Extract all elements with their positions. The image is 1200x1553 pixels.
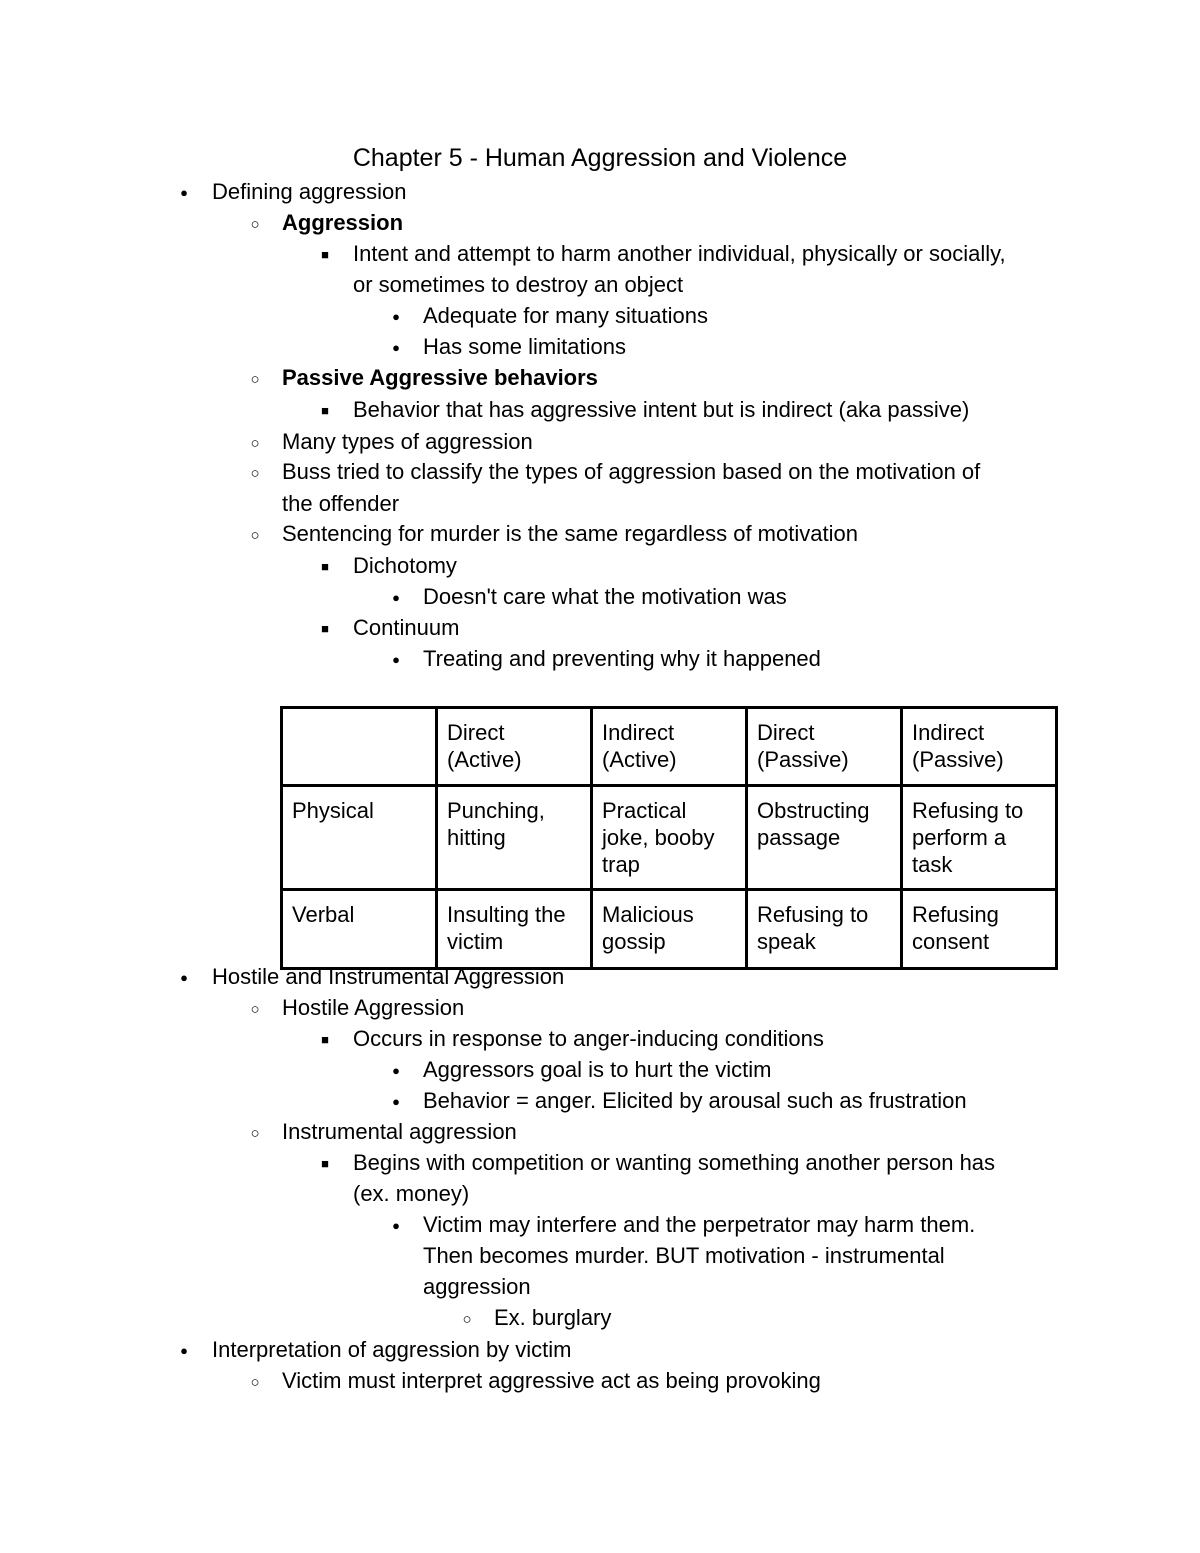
- table-header-cell: Direct (Passive): [747, 708, 902, 786]
- hostile-definition: Occurs in response to anger-inducing conditions: [353, 1026, 824, 1051]
- bullet-level2: [247, 1365, 263, 1399]
- bullet-level2: [247, 1116, 263, 1150]
- bullet-level1: [176, 1334, 192, 1368]
- hostile-aggression: Hostile Aggression: [282, 995, 465, 1020]
- bullet-level3: [317, 1147, 333, 1181]
- bullet-level4: [388, 581, 404, 615]
- bullet-level4: [388, 1054, 404, 1088]
- hostile-goal: Aggressors goal is to hurt the victim: [423, 1057, 772, 1082]
- instrumental-aggression: Instrumental aggression: [282, 1119, 517, 1144]
- many-types: Many types of aggression: [282, 429, 533, 454]
- bullet-level2: [247, 456, 263, 490]
- bullet-level4: [388, 1085, 404, 1119]
- aggression-definition-line1: Intent and attempt to harm another individual, physically or socially,: [353, 241, 1006, 266]
- bullet-level4: [388, 1209, 404, 1243]
- section-hostile-instrumental: Hostile and Instrumental Aggression: [212, 964, 565, 989]
- victim-line1: Victim may interfere and the perpetrator may harm them.: [423, 1212, 976, 1237]
- bullet-level3: [317, 238, 333, 272]
- bullet-level1: [176, 961, 192, 995]
- table-cell: Practical joke, booby trap: [592, 786, 747, 890]
- table-header-cell: Direct (Active): [437, 708, 592, 786]
- buss-line2: the offender: [282, 491, 400, 516]
- bullet-level3: [317, 394, 333, 428]
- table-row-label: Verbal: [282, 890, 437, 969]
- hostile-behavior: Behavior = anger. Elicited by arousal such as frustration: [423, 1088, 967, 1113]
- table-cell: Obstructing passage: [747, 786, 902, 890]
- victim-line3: aggression: [423, 1274, 531, 1299]
- table-row: [282, 786, 1057, 890]
- bullet-level3: [317, 1023, 333, 1057]
- instrumental-definition-line2: (ex. money): [353, 1181, 470, 1206]
- victim-line2: Then becomes murder. BUT motivation - instrumental: [423, 1243, 945, 1268]
- aggression-definition-line2: or sometimes to destroy an object: [353, 272, 684, 297]
- aggression-types-table: [280, 706, 1058, 970]
- table-cell: Refusing to perform a task: [902, 786, 1057, 890]
- table-cell: Insulting the victim: [437, 890, 592, 969]
- bullet-level3: [317, 550, 333, 584]
- table-cell: Malicious gossip: [592, 890, 747, 969]
- bullet-level4: [388, 331, 404, 365]
- term-passive-aggressive: Passive Aggressive behaviors: [282, 365, 598, 390]
- page-title: Chapter 5 - Human Aggression and Violence: [352, 144, 848, 172]
- instrumental-definition-line1: Begins with competition or wanting something another person has: [353, 1150, 996, 1175]
- section-defining-aggression: Defining aggression: [212, 179, 407, 204]
- passive-definition: Behavior that has aggressive intent but is indirect (aka passive): [353, 397, 970, 422]
- table-row: [282, 890, 1057, 969]
- dichotomy-note: Doesn't care what the motivation was: [423, 584, 787, 609]
- table-header-cell: Indirect (Active): [592, 708, 747, 786]
- bullet-level2: [247, 426, 263, 460]
- term-aggression: Aggression: [282, 210, 404, 235]
- table-cell: Refusing consent: [902, 890, 1057, 969]
- dichotomy: Dichotomy: [353, 553, 457, 578]
- table-cell: Refusing to speak: [747, 890, 902, 969]
- example-burglary: Ex. burglary: [494, 1305, 612, 1330]
- sentencing: Sentencing for murder is the same regardless of motivation: [282, 521, 858, 546]
- bullet-level2: [247, 518, 263, 552]
- table-header-row: [282, 708, 1057, 786]
- bullet-level5: [459, 1302, 475, 1336]
- note-adequate: Adequate for many situations: [423, 303, 708, 328]
- buss-line1: Buss tried to classify the types of aggression based on the motivation of: [282, 459, 981, 484]
- section-interpretation: Interpretation of aggression by victim: [212, 1337, 572, 1362]
- continuum: Continuum: [353, 615, 460, 640]
- table-row-label: Physical: [282, 786, 437, 890]
- bullet-level3: [317, 612, 333, 646]
- bullet-level4: [388, 300, 404, 334]
- note-limitations: Has some limitations: [423, 334, 626, 359]
- continuum-note: Treating and preventing why it happened: [423, 646, 821, 671]
- interpretation-note: Victim must interpret aggressive act as being provoking: [282, 1368, 821, 1393]
- bullet-level2: [247, 992, 263, 1026]
- table-header-cell: Indirect (Passive): [902, 708, 1057, 786]
- table-cell: Punching, hitting: [437, 786, 592, 890]
- table-cell: [282, 708, 437, 786]
- bullet-level4: [388, 643, 404, 677]
- bullet-level2: [247, 207, 263, 241]
- bullet-level2: [247, 362, 263, 396]
- bullet-level1: [176, 176, 192, 210]
